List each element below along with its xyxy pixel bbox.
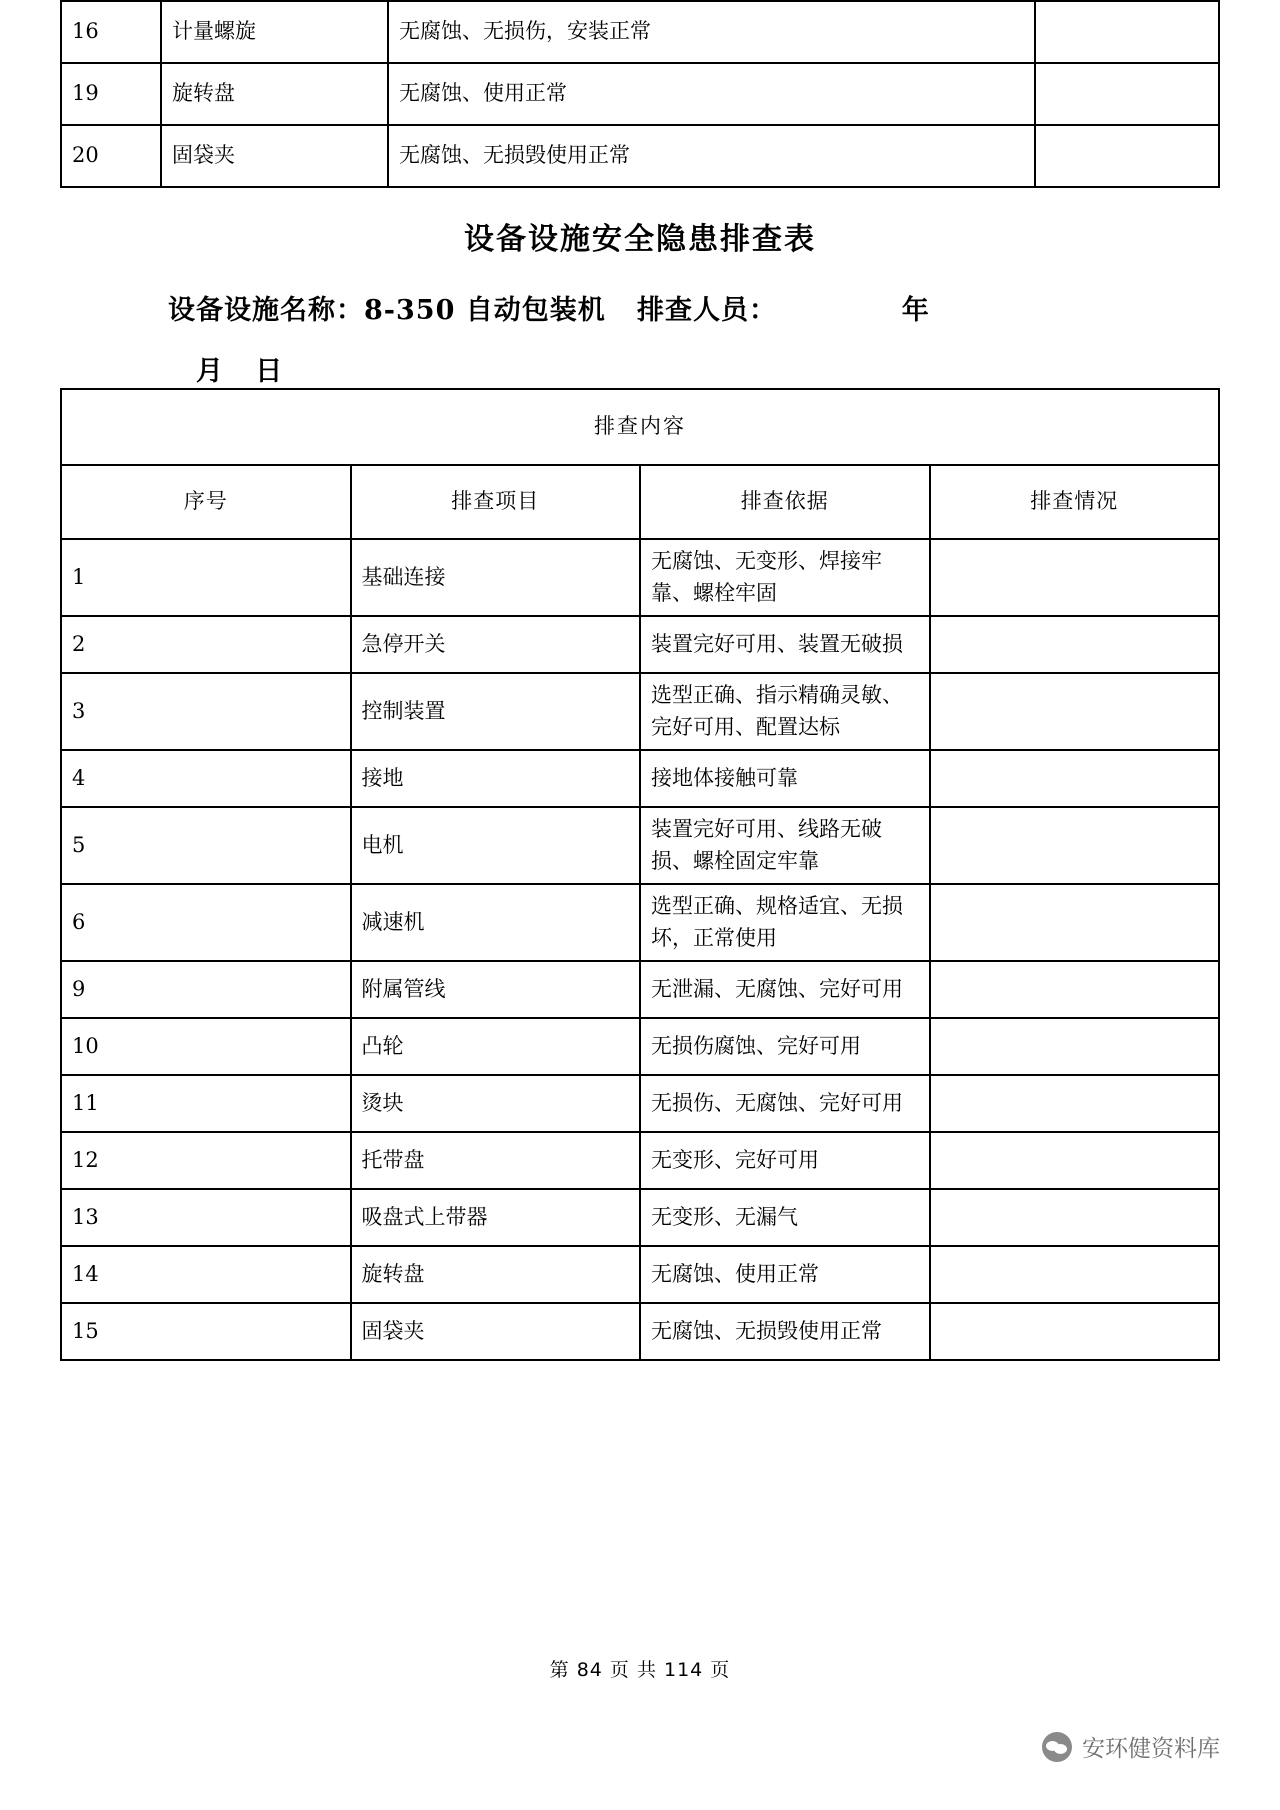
row-number: 16 <box>61 1 161 63</box>
row-item: 烫块 <box>351 1075 641 1132</box>
page-title: 设备设施安全隐患排查表 <box>464 222 816 257</box>
table-row <box>61 539 1219 616</box>
row-number: 15 <box>61 1303 351 1360</box>
row-result <box>930 539 1220 616</box>
row-basis: 无腐蚀、无变形、焊接牢靠、螺栓牢固 <box>640 539 930 616</box>
row-result <box>930 1189 1220 1246</box>
header-result: 排查情况 <box>930 465 1220 539</box>
row-item: 旋转盘 <box>351 1246 641 1303</box>
table-row <box>61 1018 1219 1075</box>
date-line: 月 日 <box>196 356 284 387</box>
row-item: 固袋夹 <box>351 1303 641 1360</box>
row-result <box>930 1018 1220 1075</box>
table-row <box>61 961 1219 1018</box>
row-number: 11 <box>61 1075 351 1132</box>
row-number: 20 <box>61 125 161 187</box>
row-result <box>1035 125 1219 187</box>
row-basis: 选型正确、规格适宜、无损坏，正常使用 <box>640 884 930 961</box>
row-result <box>930 1075 1220 1132</box>
table-row <box>61 673 1219 750</box>
table-row <box>61 1 1219 63</box>
row-result <box>930 750 1220 807</box>
row-item: 控制装置 <box>351 673 641 750</box>
header-no: 序号 <box>61 465 351 539</box>
row-basis: 无腐蚀、无损毁使用正常 <box>640 1303 930 1360</box>
row-number: 12 <box>61 1132 351 1189</box>
row-result <box>930 961 1220 1018</box>
row-result <box>930 807 1220 884</box>
page-footer: 第 84 页 共 114 页 <box>549 1659 731 1681</box>
table-row <box>61 1303 1219 1360</box>
row-basis: 选型正确、指示精确灵敏、完好可用、配置达标 <box>640 673 930 750</box>
row-number: 19 <box>61 63 161 125</box>
row-item: 旋转盘 <box>161 63 388 125</box>
row-item: 接地 <box>351 750 641 807</box>
table-banner: 排查内容 <box>61 389 1219 465</box>
row-basis: 无损伤腐蚀、完好可用 <box>640 1018 930 1075</box>
table-row <box>61 1075 1219 1132</box>
table-row <box>61 1132 1219 1189</box>
row-result <box>930 884 1220 961</box>
row-result <box>930 1132 1220 1189</box>
wechat-icon <box>1042 1732 1072 1762</box>
table-header-row <box>61 465 1219 539</box>
table-row <box>61 63 1219 125</box>
row-item: 附属管线 <box>351 961 641 1018</box>
row-item: 托带盘 <box>351 1132 641 1189</box>
row-basis: 无变形、完好可用 <box>640 1132 930 1189</box>
row-number: 1 <box>61 539 351 616</box>
row-basis: 无腐蚀、无损伤，安装正常 <box>388 1 1035 63</box>
row-number: 4 <box>61 750 351 807</box>
row-item: 急停开关 <box>351 616 641 673</box>
row-result <box>930 1246 1220 1303</box>
row-basis: 接地体接触可靠 <box>640 750 930 807</box>
row-number: 3 <box>61 673 351 750</box>
row-basis: 装置完好可用、装置无破损 <box>640 616 930 673</box>
row-basis: 无腐蚀、使用正常 <box>640 1246 930 1303</box>
table-row <box>61 807 1219 884</box>
row-basis: 无腐蚀、使用正常 <box>388 63 1035 125</box>
row-basis: 无腐蚀、无损毁使用正常 <box>388 125 1035 187</box>
header-item: 排查项目 <box>351 465 641 539</box>
row-basis: 无变形、无漏气 <box>640 1189 930 1246</box>
table-banner-row <box>61 389 1219 465</box>
row-result <box>930 1303 1220 1360</box>
row-result <box>1035 63 1219 125</box>
row-result <box>1035 1 1219 63</box>
table-row <box>61 750 1219 807</box>
table-row <box>61 125 1219 187</box>
table-row <box>61 1246 1219 1303</box>
row-number: 14 <box>61 1246 351 1303</box>
watermark-label: 安环健资料库 <box>1082 1736 1220 1762</box>
row-item: 电机 <box>351 807 641 884</box>
row-item: 固袋夹 <box>161 125 388 187</box>
row-item: 吸盘式上带器 <box>351 1189 641 1246</box>
table-row <box>61 1189 1219 1246</box>
continuation-table-body <box>61 1 1219 187</box>
equipment-info-line: 设备设施名称：8-350 自动包装机 排查人员： 年 <box>168 295 930 326</box>
row-number: 2 <box>61 616 351 673</box>
row-item: 计量螺旋 <box>161 1 388 63</box>
header-basis: 排查依据 <box>640 465 930 539</box>
row-item: 减速机 <box>351 884 641 961</box>
inspection-table-body <box>61 389 1219 1360</box>
row-result <box>930 673 1220 750</box>
row-result <box>930 616 1220 673</box>
table-row <box>61 884 1219 961</box>
row-number: 13 <box>61 1189 351 1246</box>
row-basis: 无泄漏、无腐蚀、完好可用 <box>640 961 930 1018</box>
row-item: 凸轮 <box>351 1018 641 1075</box>
continuation-table <box>60 0 1220 188</box>
row-number: 6 <box>61 884 351 961</box>
row-number: 5 <box>61 807 351 884</box>
row-number: 10 <box>61 1018 351 1075</box>
row-number: 9 <box>61 961 351 1018</box>
inspection-table <box>60 388 1220 1361</box>
row-item: 基础连接 <box>351 539 641 616</box>
row-basis: 装置完好可用、线路无破损、螺栓固定牢靠 <box>640 807 930 884</box>
table-row <box>61 616 1219 673</box>
watermark <box>1042 1730 1220 1763</box>
row-basis: 无损伤、无腐蚀、完好可用 <box>640 1075 930 1132</box>
